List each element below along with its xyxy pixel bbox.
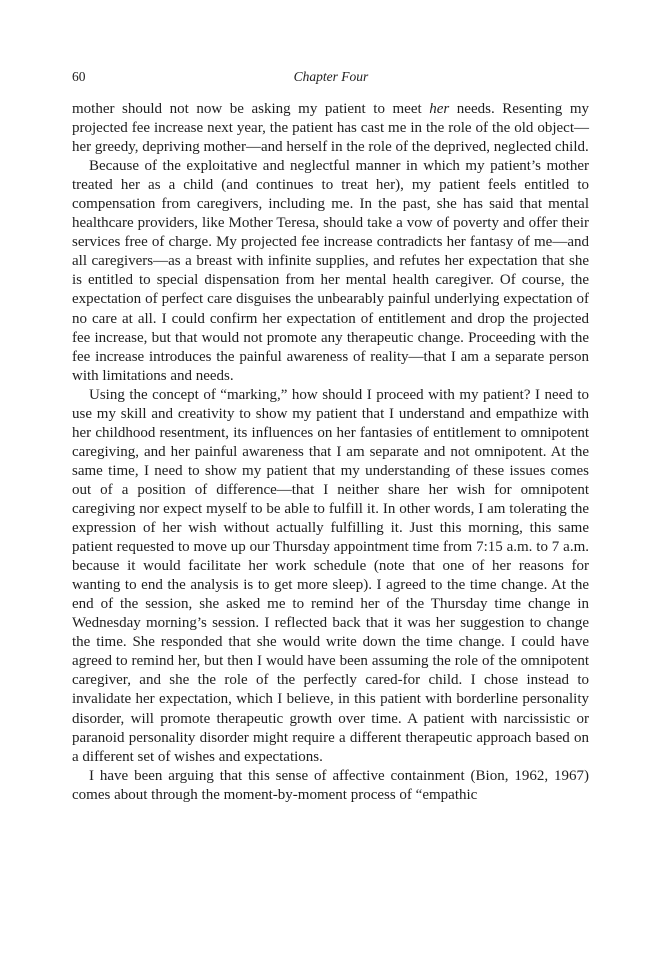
emphasis-text: her — [429, 101, 450, 117]
paragraph — [72, 100, 589, 157]
paragraph-text: needs. Resenting my projected fee increase next year, the patient has cast me in the role of the old object—her greedy, depriving mother—and herself in the role of the deprived, neglected child. — [72, 101, 589, 156]
page-header — [72, 69, 590, 89]
running-head: Chapter Four — [293, 69, 369, 84]
paragraph-text: mother should not now be asking my patient to meet — [72, 101, 430, 117]
page-number: 60 — [72, 69, 86, 84]
paragraph: Because of the exploitative and neglectful manner in which my patient’s mother treated her as a child (and continues to treat her), my patient feels entitled to compensation from caregivers, including me. In the past, she has said that mental healthcare providers, like Mother Teresa, should take a vow of poverty and offer their services free of charge. My projected fee increase contradicts her fantasy of me—and all caregivers—as a breast with infinite supplies, and refutes her expectation that she is entitled to special dispensation from her mental health caregiver. Of course, the expectation of perfect care disguises the unbearably painful underlying expectation of no care at all. I could confirm her expectation of entitlement and drop the projected fee increase, but that would not promote any therapeutic change. Proceeding with the fee increase introduces the painful awareness of reality—that I am a separate person with limitations and needs. — [72, 158, 589, 384]
paragraph: Using the concept of “marking,” how should I proceed with my patient? I need to use my skill and creativity to show my patient that I understand and empathize with her childhood resentment, its influences on her fantasies of entitlement to omnipotent caregiving, and her painful awareness that I am separate and not omnipotent. At the same time, I need to show my patient that my understanding of these issues comes out of a position of difference—that I neither share her wish for omnipotent caregiving nor expect myself to be able to fulfill it. In other words, I am tolerating the expression of her wish without actually fulfilling it. Just this morning, this same patient requested to move up our Thursday appointment time from 7:15 a.m. to 7 a.m. because it would facilitate her work schedule (note that one of her reasons for wanting to end the analysis is to get more sleep). I agreed to the time change. At the end of the session, she asked me to remind her of the Thursday time change in Wednesday morning’s session. I reflected back that it was her suggestion to change the time. She responded that she would write down the time change. I could have agreed to remind her, but then I would have been assuming the role of the omnipotent caregiver, and she the role of the perfectly cared-for child. I chose instead to invalidate her expectation, which I believe, in this patient with borderline personality disorder, will promote therapeutic growth over time. A patient with narcissistic or paranoid personality disorder might require a different therapeutic approach based on a different set of wishes and expectations. — [72, 386, 589, 765]
body-text — [72, 100, 589, 805]
paragraph: I have been arguing that this sense of affective containment (Bion, 1962, 1967) comes about through the moment-by-moment process of “empathic — [72, 767, 589, 803]
